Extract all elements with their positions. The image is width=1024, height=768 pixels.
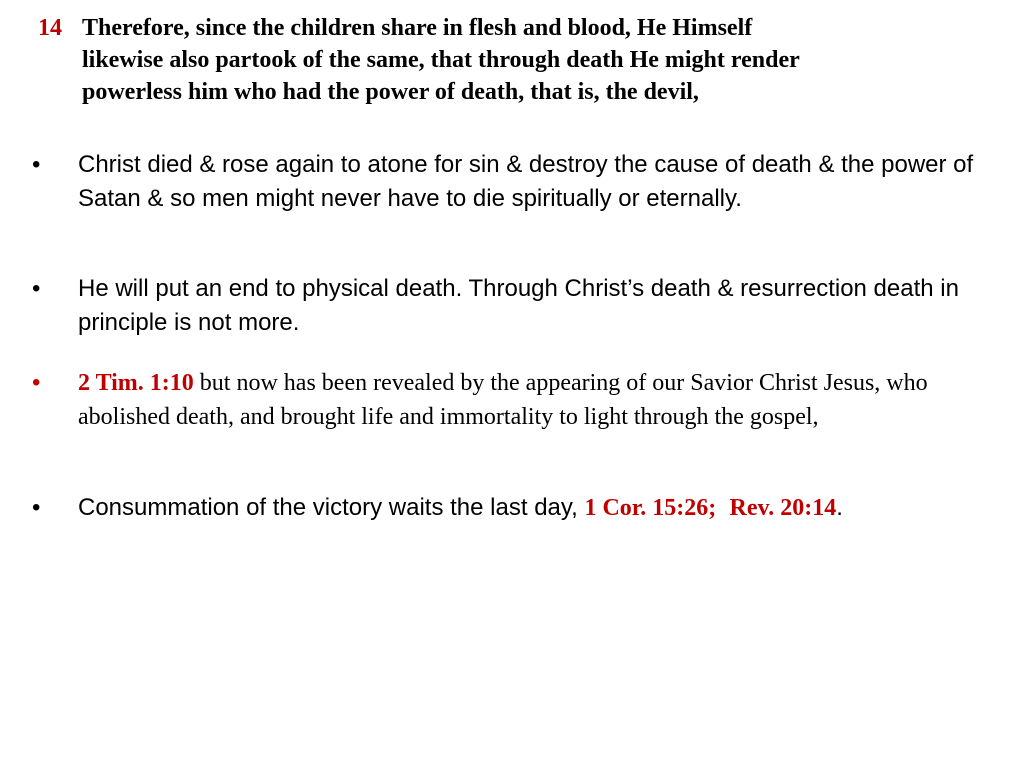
bullet-text (78, 366, 1007, 434)
bullet-text: Christ died & rose again to atone for sin & destroy the cause of death & the power of Satan & so men might never have to die spiritually or eternally. (78, 151, 974, 212)
bullet-marker: • (32, 494, 41, 521)
bullet-item-1 (32, 148, 1007, 216)
verse-line-1-text: Therefore, since the children share in flesh and blood, He Himself (82, 15, 753, 41)
scripture-quote: but now has been revealed by the appearing of our Savior Christ Jesus, who abolished death, and brought life and immortality to light through the gospel, (78, 370, 928, 430)
bullet-marker: • (32, 369, 41, 396)
bullet-item-3 (32, 366, 1007, 434)
bullet-text (78, 491, 1007, 525)
bullet-marker: • (32, 275, 41, 302)
scripture-reference-2: Rev. 20:14 (729, 495, 837, 521)
verse-line-3: powerless him who had the power of death, that is, the devil, (82, 79, 699, 105)
bullet-text-end: . (836, 494, 843, 521)
verse-block (38, 12, 998, 108)
bullet-text-main: Consummation of the victory waits the last day, (78, 494, 585, 521)
bullet-marker: • (32, 151, 41, 178)
reference-separator (716, 494, 729, 521)
bullet-item-4 (32, 491, 1007, 525)
verse-number: 14 (38, 15, 62, 41)
scripture-reference: 2 Tim. 1:10 (78, 370, 194, 396)
bullet-text: He will put an end to physical death. Through Christ’s death & resurrection death in principle is not more. (78, 275, 959, 336)
scripture-reference-1: 1 Cor. 15:26; (584, 495, 717, 521)
bullet-item-2 (32, 272, 1007, 340)
verse-line-1 (38, 12, 998, 44)
verse-line-2: likewise also partook of the same, that through death He might render (82, 47, 800, 73)
